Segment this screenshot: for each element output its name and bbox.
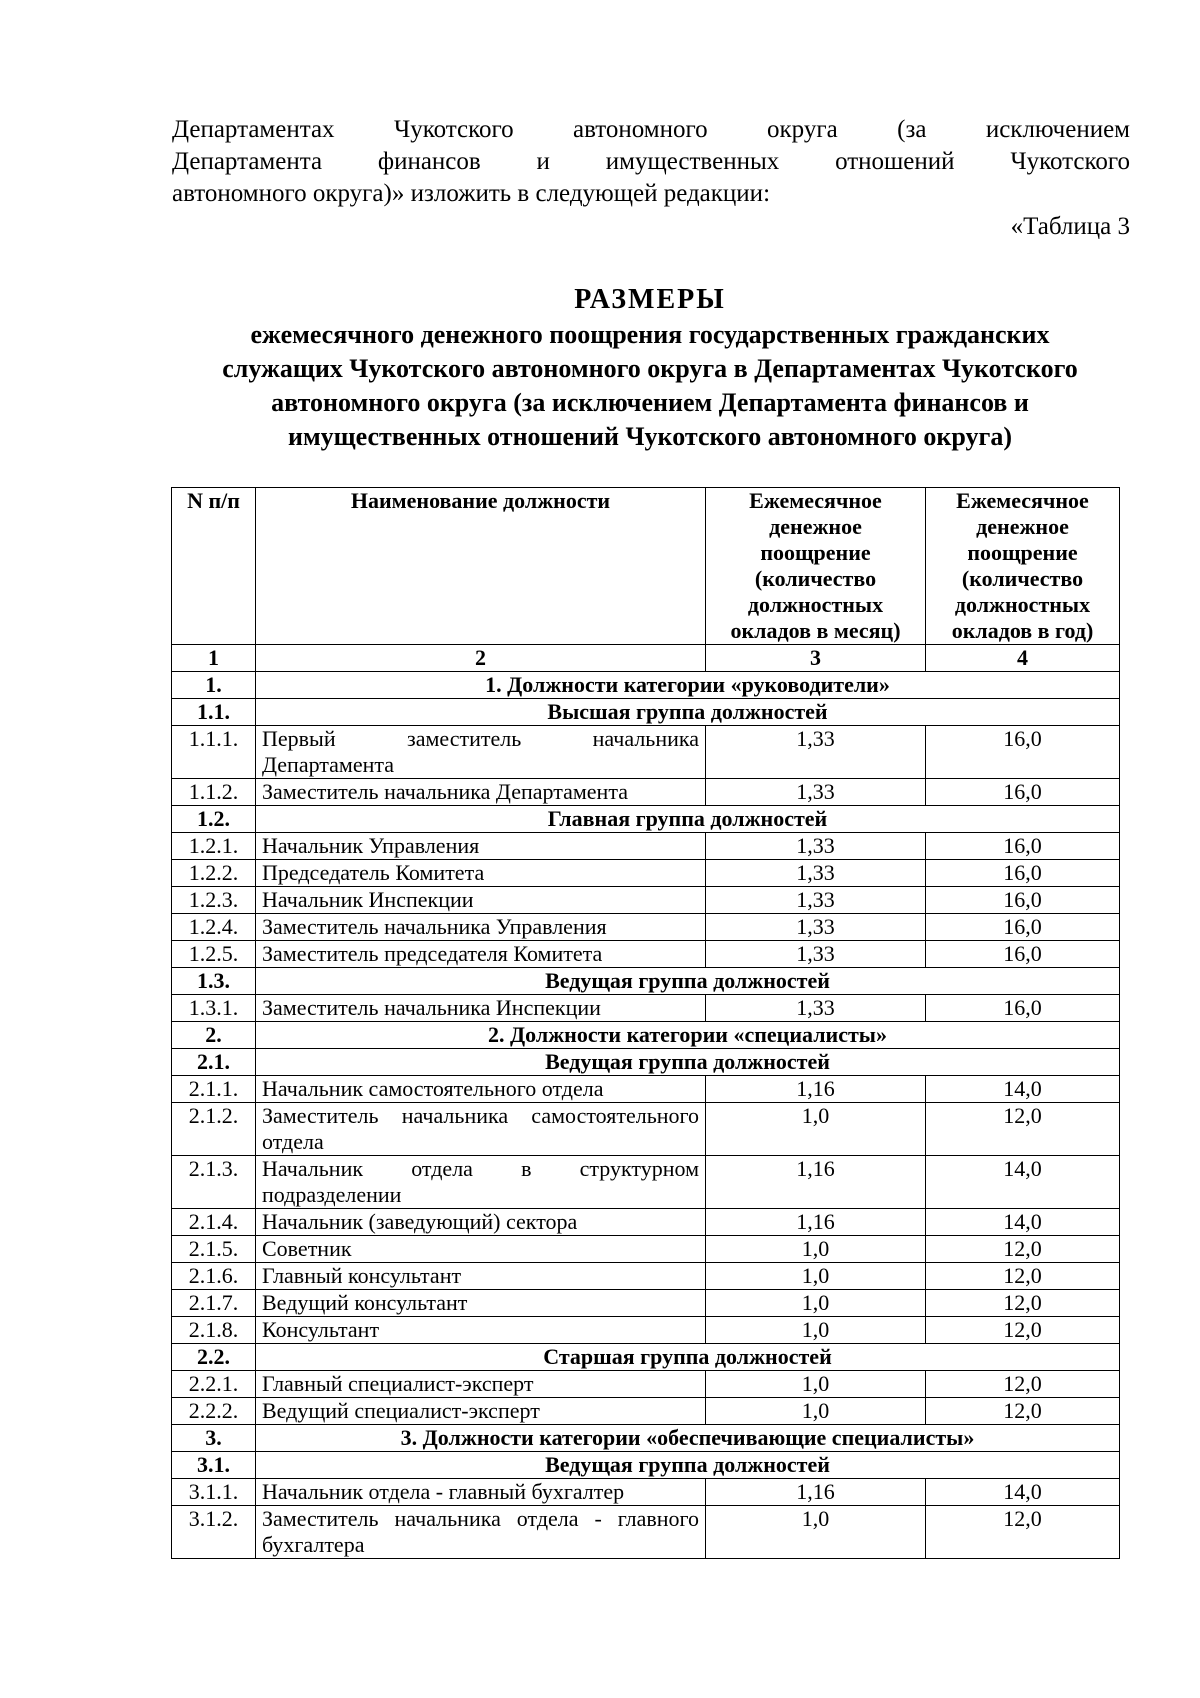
yearly-value: 16,0 xyxy=(926,779,1120,806)
table-row xyxy=(172,1317,1120,1344)
section-row xyxy=(172,1452,1120,1479)
monthly-value: 1,16 xyxy=(706,1209,926,1236)
position-name: Первый заместитель начальника Департамента xyxy=(256,726,706,779)
yearly-value: 16,0 xyxy=(926,995,1120,1022)
position-name: Начальник отдела в структурном подразделении xyxy=(256,1156,706,1209)
row-code: 3.1.1. xyxy=(172,1479,256,1506)
section-row xyxy=(172,1425,1120,1452)
table-row xyxy=(172,1506,1120,1559)
monthly-value: 1,33 xyxy=(706,887,926,914)
monthly-value: 1,0 xyxy=(706,1236,926,1263)
row-code: 2.2.1. xyxy=(172,1371,256,1398)
section-row xyxy=(172,968,1120,995)
monthly-value: 1,33 xyxy=(706,779,926,806)
monthly-value: 1,33 xyxy=(706,914,926,941)
table-row xyxy=(172,914,1120,941)
table-row xyxy=(172,1398,1120,1425)
position-name: Главный специалист-эксперт xyxy=(256,1371,706,1398)
column-number: 4 xyxy=(926,645,1120,672)
table-reference: «Таблица 3 xyxy=(1010,213,1130,240)
section-title: 3. Должности категории «обеспечивающие специалисты» xyxy=(256,1425,1120,1452)
intro-line: Департаментах Чукотского автономного округа (за исключением xyxy=(172,116,1130,143)
table-row xyxy=(172,1076,1120,1103)
monthly-value: 1,16 xyxy=(706,1156,926,1209)
row-code: 2.1.5. xyxy=(172,1236,256,1263)
table-row xyxy=(172,941,1120,968)
yearly-value: 12,0 xyxy=(926,1398,1120,1425)
position-name: Начальник Управления xyxy=(256,833,706,860)
row-code: 1.2.3. xyxy=(172,887,256,914)
header-yearly: Ежемесячное денежное поощрение (количество должностных окладов в год) xyxy=(926,488,1120,645)
row-code: 1.2.5. xyxy=(172,941,256,968)
yearly-value: 12,0 xyxy=(926,1263,1120,1290)
row-code: 2.1.3. xyxy=(172,1156,256,1209)
table-row xyxy=(172,1290,1120,1317)
row-code: 2.2.2. xyxy=(172,1398,256,1425)
row-code: 2.1.2. xyxy=(172,1103,256,1156)
position-name: Начальник Инспекции xyxy=(256,887,706,914)
position-name: Председатель Комитета xyxy=(256,860,706,887)
table-row xyxy=(172,1236,1120,1263)
table-title xyxy=(150,282,1150,454)
position-name: Ведущий специалист-эксперт xyxy=(256,1398,706,1425)
position-name: Заместитель председателя Комитета xyxy=(256,941,706,968)
title-line: имущественных отношений Чукотского автономного округа) xyxy=(287,422,1012,451)
section-row xyxy=(172,699,1120,726)
table-row xyxy=(172,1209,1120,1236)
position-name: Консультант xyxy=(256,1317,706,1344)
monthly-value: 1,0 xyxy=(706,1506,926,1559)
section-row xyxy=(172,1344,1120,1371)
position-name: Главный консультант xyxy=(256,1263,706,1290)
yearly-value: 16,0 xyxy=(926,914,1120,941)
section-title: 1. Должности категории «руководители» xyxy=(256,672,1120,699)
table-row xyxy=(172,1371,1120,1398)
row-code: 2.1.4. xyxy=(172,1209,256,1236)
position-name: Заместитель начальника Инспекции xyxy=(256,995,706,1022)
table-row xyxy=(172,833,1120,860)
table-row xyxy=(172,1263,1120,1290)
section-title: 2. Должности категории «специалисты» xyxy=(256,1022,1120,1049)
section-code: 2.2. xyxy=(172,1344,256,1371)
section-code: 2. xyxy=(172,1022,256,1049)
monthly-value: 1,16 xyxy=(706,1479,926,1506)
title-line: автономного округа (за исключением Департамента финансов и xyxy=(271,388,1029,417)
intro-paragraph xyxy=(172,114,1130,210)
yearly-value: 12,0 xyxy=(926,1506,1120,1559)
header-monthly: Ежемесячное денежное поощрение (количество должностных окладов в месяц) xyxy=(706,488,926,645)
position-name: Начальник самостоятельного отдела xyxy=(256,1076,706,1103)
title-line: ежемесячного денежного поощрения государственных гражданских xyxy=(250,320,1050,349)
monthly-value: 1,33 xyxy=(706,833,926,860)
yearly-value: 16,0 xyxy=(926,941,1120,968)
monthly-value: 1,0 xyxy=(706,1398,926,1425)
yearly-value: 12,0 xyxy=(926,1236,1120,1263)
position-name: Советник xyxy=(256,1236,706,1263)
yearly-value: 12,0 xyxy=(926,1290,1120,1317)
header-number: N п/п xyxy=(172,488,256,645)
yearly-value: 12,0 xyxy=(926,1317,1120,1344)
row-code: 1.2.4. xyxy=(172,914,256,941)
row-code: 2.1.1. xyxy=(172,1076,256,1103)
row-code: 1.1.1. xyxy=(172,726,256,779)
yearly-value: 14,0 xyxy=(926,1156,1120,1209)
section-title: Старшая группа должностей xyxy=(256,1344,1120,1371)
table-row xyxy=(172,860,1120,887)
monthly-value: 1,16 xyxy=(706,1076,926,1103)
row-code: 1.3.1. xyxy=(172,995,256,1022)
column-number: 3 xyxy=(706,645,926,672)
column-numbers-row xyxy=(172,645,1120,672)
monthly-value: 1,33 xyxy=(706,941,926,968)
section-code: 3. xyxy=(172,1425,256,1452)
position-name: Заместитель начальника самостоятельного отдела xyxy=(256,1103,706,1156)
yearly-value: 14,0 xyxy=(926,1076,1120,1103)
yearly-value: 12,0 xyxy=(926,1103,1120,1156)
section-code: 1.1. xyxy=(172,699,256,726)
position-name: Заместитель начальника отдела - главного бухгалтера xyxy=(256,1506,706,1559)
title-main: РАЗМЕРЫ xyxy=(574,284,726,315)
yearly-value: 12,0 xyxy=(926,1371,1120,1398)
table-body xyxy=(172,672,1120,1559)
column-number: 1 xyxy=(172,645,256,672)
table-row xyxy=(172,887,1120,914)
bonus-sizes-table xyxy=(171,487,1120,1559)
monthly-value: 1,0 xyxy=(706,1263,926,1290)
position-name: Заместитель начальника Управления xyxy=(256,914,706,941)
position-name: Начальник отдела - главный бухгалтер xyxy=(256,1479,706,1506)
monthly-value: 1,33 xyxy=(706,726,926,779)
column-number: 2 xyxy=(256,645,706,672)
table-row xyxy=(172,1156,1120,1209)
row-code: 1.2.1. xyxy=(172,833,256,860)
monthly-value: 1,0 xyxy=(706,1371,926,1398)
section-row xyxy=(172,1049,1120,1076)
section-title: Высшая группа должностей xyxy=(256,699,1120,726)
row-code: 2.1.6. xyxy=(172,1263,256,1290)
section-row xyxy=(172,806,1120,833)
monthly-value: 1,0 xyxy=(706,1290,926,1317)
table-row xyxy=(172,995,1120,1022)
monthly-value: 1,0 xyxy=(706,1103,926,1156)
table-row xyxy=(172,779,1120,806)
row-code: 1.2.2. xyxy=(172,860,256,887)
monthly-value: 1,0 xyxy=(706,1317,926,1344)
section-title: Ведущая группа должностей xyxy=(256,968,1120,995)
table-row xyxy=(172,1479,1120,1506)
section-code: 1. xyxy=(172,672,256,699)
row-code: 2.1.7. xyxy=(172,1290,256,1317)
intro-line: автономного округа)» изложить в следующей редакции: xyxy=(172,180,771,207)
section-row xyxy=(172,672,1120,699)
section-code: 3.1. xyxy=(172,1452,256,1479)
table-header-row xyxy=(172,488,1120,645)
yearly-value: 16,0 xyxy=(926,860,1120,887)
yearly-value: 14,0 xyxy=(926,1479,1120,1506)
yearly-value: 16,0 xyxy=(926,887,1120,914)
monthly-value: 1,33 xyxy=(706,860,926,887)
row-code: 3.1.2. xyxy=(172,1506,256,1559)
section-title: Ведущая группа должностей xyxy=(256,1049,1120,1076)
section-code: 1.2. xyxy=(172,806,256,833)
section-code: 2.1. xyxy=(172,1049,256,1076)
section-title: Ведущая группа должностей xyxy=(256,1452,1120,1479)
row-code: 1.1.2. xyxy=(172,779,256,806)
table-row xyxy=(172,1103,1120,1156)
row-code: 2.1.8. xyxy=(172,1317,256,1344)
position-name: Начальник (заведующий) сектора xyxy=(256,1209,706,1236)
position-name: Ведущий консультант xyxy=(256,1290,706,1317)
yearly-value: 14,0 xyxy=(926,1209,1120,1236)
intro-line: Департамента финансов и имущественных отношений Чукотского xyxy=(172,148,1130,175)
yearly-value: 16,0 xyxy=(926,726,1120,779)
yearly-value: 16,0 xyxy=(926,833,1120,860)
title-line: служащих Чукотского автономного округа в Департаментах Чукотского xyxy=(222,354,1078,383)
section-row xyxy=(172,1022,1120,1049)
section-code: 1.3. xyxy=(172,968,256,995)
section-title: Главная группа должностей xyxy=(256,806,1120,833)
position-name: Заместитель начальника Департамента xyxy=(256,779,706,806)
header-position: Наименование должности xyxy=(256,488,706,645)
monthly-value: 1,33 xyxy=(706,995,926,1022)
table-row xyxy=(172,726,1120,779)
